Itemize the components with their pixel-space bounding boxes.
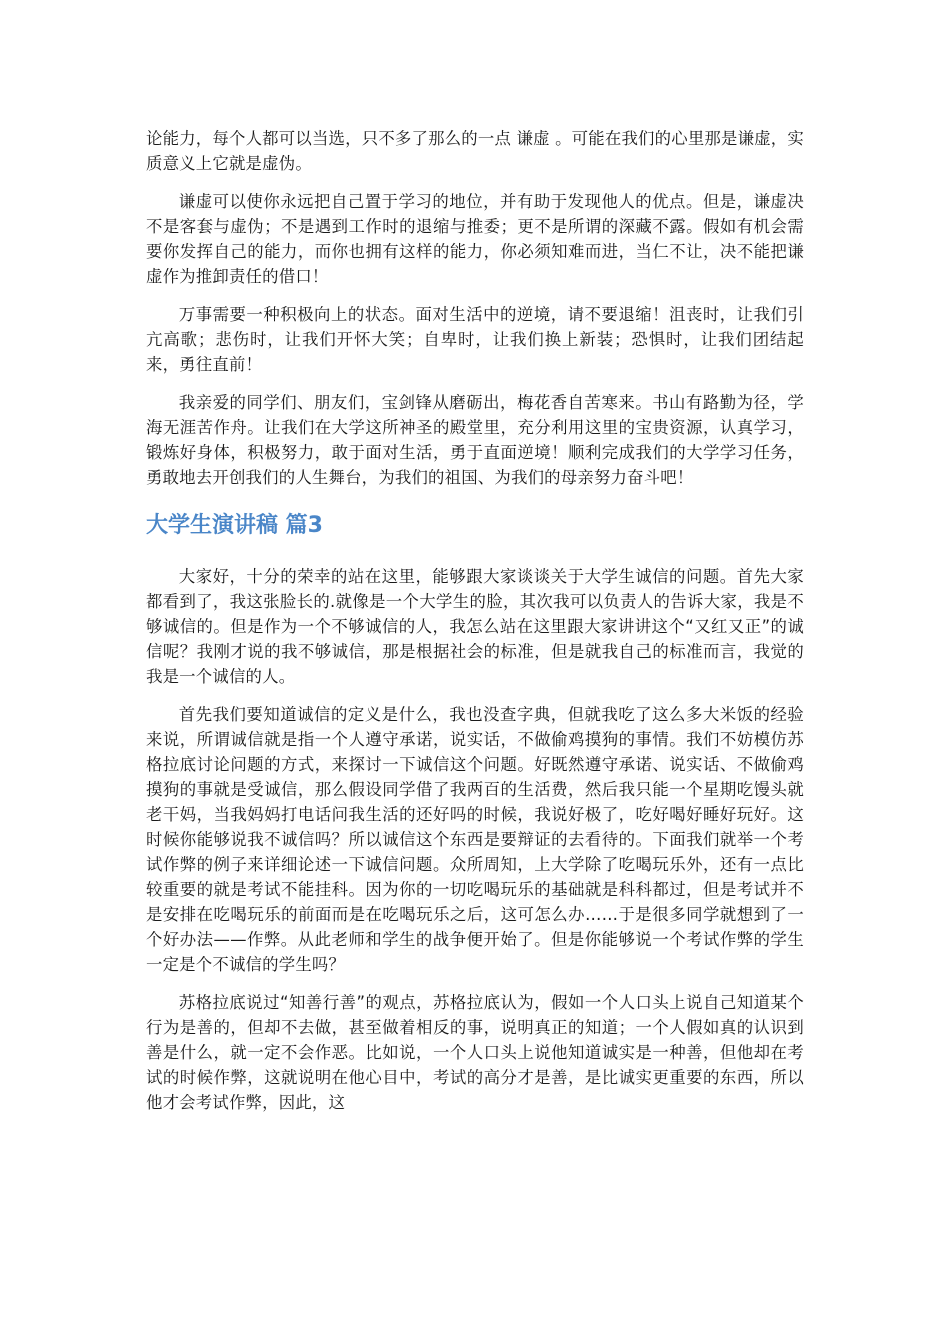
paragraph-honesty-intro: 大家好，十分的荣幸的站在这里，能够跟大家谈谈关于大学生诚信的问题。首先大家都看到了，我这张脸长的.就像是一个大学生的脸，其次我可以负责人的告诉大家，我是不够诚信的。但是作为一个不够诚信的人，我怎么站在这里跟大家讲讲这个“又红又正”的诚信呢？我刚才说的我不够诚信，那是根据社会的标准，但是就我自己的标准而言，我觉的我是一个诚信的人。 xyxy=(146,567,804,686)
document-page xyxy=(146,126,804,1128)
section-title: 大学生演讲稿 篇3 xyxy=(146,513,323,538)
paragraph-closing-appeal: 我亲爱的同学们、朋友们，宝剑锋从磨砺出，梅花香自苦寒来。书山有路勤为径，学海无涯苦作舟。让我们在大学这所神圣的殿堂里，充分利用这里的宝贵资源，认真学习，锻炼好身体，积极努力，敢于面对生活，勇于直面逆境！顺利完成我们的大学学习任务，勇敢地去开创我们的人生舞台，为我们的祖国、为我们的母亲努力奋斗吧！ xyxy=(146,393,804,487)
paragraph-positive-attitude: 万事需要一种积极向上的状态。面对生活中的逆境，请不要退缩！沮丧时，让我们引亢高歌；悲伤时，让我们开怀大笑；自卑时，让我们换上新装；恐惧时，让我们团结起来，勇往直前！ xyxy=(146,305,804,374)
paragraph-continued: 论能力，每个人都可以当选，只不多了那么的一点 谦虚 。可能在我们的心里那是谦虚，实质意义上它就是虚伪。 xyxy=(146,129,804,173)
paragraph-honesty-definition: 首先我们要知道诚信的定义是什么，我也没查字典，但就我吃了这么多大米饭的经验来说，所谓诚信就是指一个人遵守承诺，说实话，不做偷鸡摸狗的事情。我们不妨模仿苏格拉底讨论问题的方式，来探讨一下诚信这个问题。好既然遵守承诺、说实话、不做偷鸡摸狗的事就是受诚信，那么假设同学借了我两百的生活费，然后我只能一个星期吃馒头就老干妈，当我妈妈打电话问我生活的还好吗的时候，我说好极了，吃好喝好睡好玩好。这时候你能够说我不诚信吗？所以诚信这个东西是要辩证的去看待的。下面我们就举一个考试作弊的例子来详细论述一下诚信问题。众所周知，上大学除了吃喝玩乐外，还有一点比较重要的就是考试不能挂科。因为你的一切吃喝玩乐的基础就是科科都过，但是考试并不是安排在吃喝玩乐的前面而是在吃喝玩乐之后，这可怎么办……于是很多同学就想到了一个好办法——作弊。从此老师和学生的战争便开始了。但是你能够说一个考试作弊的学生一定是个不诚信的学生吗？ xyxy=(146,705,804,974)
paragraph-socrates: 苏格拉底说过“知善行善”的观点，苏格拉底认为，假如一个人口头上说自己知道某个行为是善的，但却不去做，甚至做着相反的事，说明真正的知道；一个人假如真的认识到善是什么，就一定不会作恶。比如说，一个人口头上说他知道诚实是一种善，但他却在考试的时候作弊，这就说明在他心目中，考试的高分才是善，是比诚实更重要的东西，所以他才会考试作弊，因此，这 xyxy=(146,993,804,1112)
paragraph-modesty: 谦虚可以使你永远把自己置于学习的地位，并有助于发现他人的优点。但是，谦虚决不是客套与虚伪；不是遇到工作时的退缩与推委；更不是所谓的深藏不露。假如有机会需要你发挥自己的能力，而你也拥有这样的能力，你必须知难而进，当仁不让，决不能把谦虚作为推卸责任的借口！ xyxy=(146,192,804,286)
